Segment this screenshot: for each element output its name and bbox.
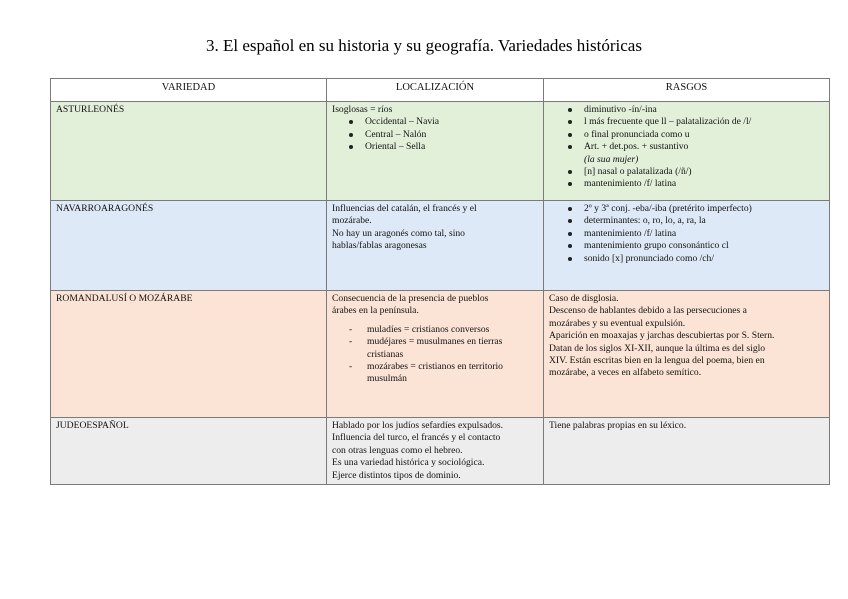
list-item: determinantes: o, ro, lo, a, ra, la (549, 215, 824, 227)
text-line: Datan de los siglos XI-XII, aunque la última es del siglo (549, 342, 766, 354)
cell-localizacion (327, 291, 544, 418)
cell-rasgos (544, 291, 830, 418)
bullet-icon (568, 120, 572, 124)
list-item: o final pronunciada como u (549, 129, 824, 141)
bullet-icon (568, 207, 572, 211)
list-item: Occidental – Navia (332, 116, 538, 128)
list-item: l más frecuente que ll – palatalización de /l/ (549, 116, 824, 128)
table-row-navarroaragones (51, 201, 830, 291)
table-row-judeoespanol (51, 418, 830, 485)
bullet-icon (349, 120, 353, 124)
cell-variedad (51, 291, 327, 418)
variety-name: JUDEOESPAÑOL (56, 420, 129, 431)
text-line: hablas/fablas aragonesas (332, 240, 427, 252)
text-line: árabes en la península. (332, 305, 419, 317)
bullet-icon (568, 182, 572, 186)
text-line: Aparición en moaxajas y jarchas descubiertas por S. Stern. (549, 330, 775, 342)
variety-name: ASTURLEONÉS (56, 104, 125, 115)
header-variedad: VARIEDAD (51, 79, 327, 102)
list-item: 2º y 3ª conj. -eba/-iba (pretérito imperfecto) (549, 203, 824, 215)
text-line: Descenso de hablantes debido a las persecuciones a (549, 305, 747, 317)
list-item: diminutivo -ín/-ina (549, 104, 824, 116)
list-item: - mudéjares = musulmanes en tierras cristianas (349, 336, 503, 360)
rasgos-bullet-list (549, 203, 824, 265)
text-line: Tiene palabras propias en su léxico. (549, 420, 687, 431)
text-line: Hablado por los judíos sefardíes expulsados. (332, 420, 504, 431)
cell-variedad (51, 102, 327, 201)
text-line: Ejerce distintos tipos de dominio. (332, 469, 461, 481)
list-item: Oriental – Sella (332, 141, 538, 153)
table-row-asturleones (51, 102, 830, 201)
bullet-icon (568, 145, 572, 149)
cell-rasgos (544, 418, 830, 485)
cell-rasgos (544, 102, 830, 201)
bullet-icon (568, 244, 572, 248)
text-line: mozárabe, a veces en alfabeto semítico. (549, 367, 702, 379)
dash-icon: - (349, 361, 353, 373)
text-line: Consecuencia de la presencia de pueblos (332, 293, 489, 304)
list-item: mantenimiento /f/ latina (549, 228, 824, 240)
dash-icon: - (349, 336, 353, 348)
text-line: XIV. Están escritas bien en la lengua del poema, bien en (549, 355, 765, 367)
bullet-icon (568, 219, 572, 223)
example-text: (la sua mujer) (584, 153, 639, 165)
text-line: con otras lenguas como el hebreo. (332, 444, 463, 456)
bullet-icon (568, 232, 572, 236)
bullet-icon (568, 170, 572, 174)
variety-name: ROMANDALUSÍ O MOZÁRABE (56, 293, 193, 304)
bullet-icon (349, 133, 353, 137)
cell-variedad (51, 201, 327, 291)
list-item: mantenimiento grupo consonántico cl (549, 240, 824, 252)
list-item: Central – Nalón (332, 129, 538, 141)
dash-icon: - (349, 323, 353, 335)
text-line: No hay un aragonés como tal, sino (332, 227, 465, 239)
bullet-icon (568, 257, 572, 261)
list-item: mantenimiento /f/ latina (549, 178, 824, 190)
table-row-mozarabe (51, 291, 830, 418)
text-line: mozárabe. (332, 215, 372, 227)
loc-dash-list (332, 324, 538, 386)
cell-localizacion (327, 201, 544, 291)
header-rasgos: RASGOS (544, 79, 830, 102)
text-line: Caso de disglosia. (549, 293, 619, 304)
rasgos-bullet-list (549, 104, 824, 191)
variety-name: NAVARROARAGONÉS (56, 203, 154, 214)
bullet-icon (568, 133, 572, 137)
text-line: mozárabes y su eventual expulsión. (549, 317, 686, 329)
list-item: Art. + det.pos. + sustantivo (la sua mujer) (549, 141, 824, 166)
bullet-icon (568, 108, 572, 112)
loc-bullet-list (332, 116, 538, 153)
loc-intro: Isoglosas = ríos (332, 104, 393, 115)
list-item: - mozárabes = cristianos en territorio musulmán (349, 361, 503, 385)
cell-localizacion (327, 102, 544, 201)
bullet-icon (349, 145, 353, 149)
list-item: - muladíes = cristianos conversos (349, 323, 490, 335)
page-title: 3. El español en su historia y su geografía. Variedades históricas (206, 36, 642, 55)
text-line: Influencia del turco, el francés y el contacto (332, 432, 501, 444)
list-item: sonido [x] pronunciado como /ch/ (549, 253, 824, 265)
header-localizacion: LOCALIZACIÓN (327, 79, 544, 102)
list-item: [n] nasal o palatalizada (/ñ/) (549, 166, 824, 178)
varieties-table (50, 78, 830, 485)
text-line: Es una variedad histórica y sociológica. (332, 457, 485, 469)
cell-variedad (51, 418, 327, 485)
text-line: Influencias del catalán, el francés y el (332, 203, 477, 214)
table-header-row (51, 79, 830, 102)
cell-rasgos (544, 201, 830, 291)
cell-localizacion (327, 418, 544, 485)
